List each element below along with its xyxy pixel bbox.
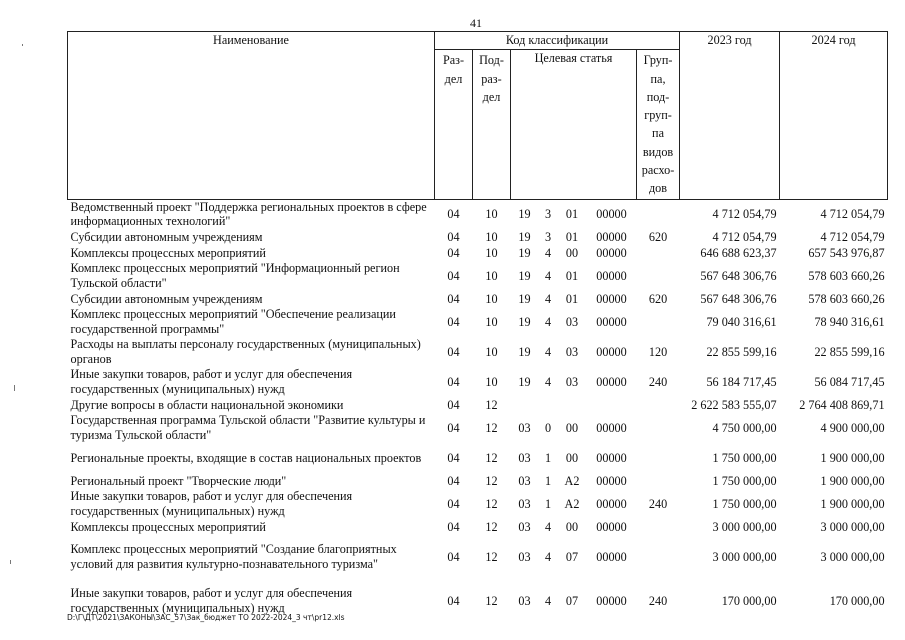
- cell-c4: [587, 397, 637, 413]
- cell-vr: [637, 519, 680, 535]
- cell-vr: [637, 413, 680, 443]
- cell-c2: 4: [544, 374, 552, 389]
- scan-mark: [22, 44, 23, 46]
- table-row: [68, 367, 888, 397]
- table-body: [68, 199, 888, 623]
- cell-rz: 04: [447, 397, 460, 412]
- cell-v2024: 657 543 976,87: [808, 245, 885, 260]
- cell-rz: 04: [447, 496, 460, 511]
- cell-vr: [637, 473, 680, 489]
- cell-c2: 4: [544, 549, 552, 564]
- cell-c2: [539, 397, 558, 413]
- cell-c1: 03: [518, 549, 531, 564]
- cell-rz: 04: [447, 450, 460, 465]
- cell-c4: 00000: [596, 374, 627, 389]
- cell-v2023: 1 750 000,00: [712, 496, 777, 511]
- cell-v2023: 4 750 000,00: [712, 420, 777, 435]
- table-row: [68, 291, 888, 307]
- cell-pr: 12: [485, 420, 498, 435]
- cell-c3: 01: [565, 206, 579, 221]
- cell-rz: 04: [447, 420, 460, 435]
- cell-rz: 04: [447, 245, 460, 260]
- table-row: [68, 443, 888, 473]
- cell-c2: 4: [544, 245, 552, 260]
- cell-pr: 10: [485, 291, 498, 306]
- cell-v2024: 4 712 054,79: [820, 229, 885, 244]
- cell-c2: 4: [544, 344, 552, 359]
- cell-vr: 620: [648, 229, 668, 244]
- cell-name: Ведомственный проект "Поддержка региональных проектов в сфере информационных технологий": [70, 199, 427, 229]
- cell-name: Комплекс процессных мероприятий "Обеспечение реализации государственной программы": [70, 307, 396, 337]
- cell-vr: [637, 199, 680, 229]
- cell-vr: [637, 397, 680, 413]
- table-row: [68, 229, 888, 245]
- cell-v2023: 1 750 000,00: [712, 473, 777, 488]
- cell-v2023: 170 000,00: [721, 593, 777, 608]
- cell-c3: A2: [564, 496, 580, 511]
- cell-rz: 04: [447, 268, 460, 283]
- cell-v2023: 56 184 717,45: [706, 374, 777, 389]
- cell-c4: 00000: [596, 593, 627, 608]
- cell-c2: 4: [544, 314, 552, 329]
- cell-vr: 620: [648, 291, 668, 306]
- cell-c4: 00000: [596, 268, 627, 283]
- cell-pr: 12: [485, 519, 498, 534]
- cell-c3: 01: [565, 229, 579, 244]
- cell-rz: 04: [447, 344, 460, 359]
- cell-pr: 10: [485, 229, 498, 244]
- cell-vr: 240: [648, 496, 668, 511]
- cell-c2: 4: [544, 268, 552, 283]
- cell-pr: 12: [485, 473, 498, 488]
- cell-c3: 03: [565, 314, 579, 329]
- header-podrazdel: Под- раз- дел: [473, 50, 511, 199]
- cell-c4: 00000: [596, 473, 627, 488]
- cell-c2: 1: [544, 496, 552, 511]
- cell-v2023: 646 688 623,37: [700, 245, 777, 260]
- cell-c1: 19: [518, 314, 531, 329]
- cell-vr: [637, 535, 680, 579]
- cell-v2023: 22 855 599,16: [706, 344, 777, 359]
- cell-pr: 10: [485, 268, 498, 283]
- cell-v2024: 578 603 660,26: [808, 291, 885, 306]
- cell-pr: 10: [485, 374, 498, 389]
- cell-c1: 19: [518, 344, 531, 359]
- header-2023: 2023 год: [680, 32, 780, 200]
- cell-c4: 00000: [596, 519, 627, 534]
- cell-c3: 03: [565, 374, 579, 389]
- cell-c1: 03: [518, 496, 531, 511]
- cell-pr: 12: [485, 397, 498, 412]
- cell-pr: 10: [485, 344, 498, 359]
- cell-v2023: 1 750 000,00: [712, 450, 777, 465]
- cell-name: Комплексы процессных мероприятий: [70, 519, 266, 534]
- cell-rz: 04: [447, 519, 460, 534]
- cell-c2: 1: [544, 473, 552, 488]
- cell-c1: 03: [518, 450, 531, 465]
- budget-table: [67, 31, 888, 623]
- cell-c4: 00000: [596, 420, 627, 435]
- cell-c3: 03: [565, 344, 579, 359]
- cell-name: Государственная программа Тульской области "Развитие культуры и туризма Тульской области": [70, 413, 426, 443]
- cell-vr: [637, 443, 680, 473]
- cell-c1: 03: [518, 519, 531, 534]
- cell-c4: 00000: [596, 549, 627, 564]
- cell-c3: 01: [565, 268, 579, 283]
- table-row: [68, 519, 888, 535]
- cell-rz: 04: [447, 291, 460, 306]
- cell-rz: 04: [447, 374, 460, 389]
- cell-c4: 00000: [596, 496, 627, 511]
- cell-v2024: 4 900 000,00: [820, 420, 885, 435]
- cell-c3: 00: [565, 519, 579, 534]
- cell-c2: 4: [544, 593, 552, 608]
- cell-pr: 10: [485, 206, 498, 221]
- cell-c4: 00000: [596, 450, 627, 465]
- cell-c4: 00000: [596, 206, 627, 221]
- cell-name: Комплекс процессных мероприятий "Информационный регион Тульской области": [70, 261, 400, 291]
- cell-name: Комплексы процессных мероприятий: [70, 245, 266, 260]
- cell-name: Субсидии автономным учреждениям: [70, 291, 263, 306]
- cell-vr: 120: [648, 344, 668, 359]
- cell-c1: 19: [518, 206, 531, 221]
- cell-c1: 03: [518, 420, 531, 435]
- cell-vr: 240: [648, 374, 668, 389]
- cell-v2023: 3 000 000,00: [712, 519, 777, 534]
- cell-v2024: 578 603 660,26: [808, 268, 885, 283]
- cell-v2023: 3 000 000,00: [712, 549, 777, 564]
- cell-c1: 19: [518, 374, 531, 389]
- table-row: [68, 413, 888, 443]
- cell-v2023: 79 040 316,61: [706, 314, 777, 329]
- header-name: Наименование: [68, 32, 435, 200]
- cell-pr: 12: [485, 593, 498, 608]
- page-number: 41: [470, 16, 482, 30]
- cell-c3: [558, 397, 587, 413]
- cell-rz: 04: [447, 206, 460, 221]
- cell-v2024: 170 000,00: [829, 593, 885, 608]
- table-row: [68, 199, 888, 229]
- header-gruppa: Груп- па, под- груп- па видов расхо- дов: [637, 50, 680, 199]
- cell-rz: 04: [447, 314, 460, 329]
- cell-v2024: 1 900 000,00: [820, 496, 885, 511]
- cell-v2023: 567 648 306,76: [700, 268, 777, 283]
- cell-v2024: 1 900 000,00: [820, 450, 885, 465]
- table-row: [68, 245, 888, 261]
- cell-c3: 00: [565, 245, 579, 260]
- cell-c1: 03: [518, 593, 531, 608]
- scan-mark: [10, 560, 11, 564]
- cell-c1: 19: [518, 229, 531, 244]
- cell-rz: 04: [447, 229, 460, 244]
- footer-path: D:\Г\ДТ\2021\ЗАКОНЫ\ЗАС_57\Зак_бюджет ТО 2022-2024_3 чт\pr12.xls: [67, 613, 345, 622]
- cell-v2023: 567 648 306,76: [700, 291, 777, 306]
- cell-vr: [637, 261, 680, 291]
- cell-c3: 00: [565, 450, 579, 465]
- cell-c4: 00000: [596, 291, 627, 306]
- cell-v2024: 78 940 316,61: [814, 314, 885, 329]
- table-row: [68, 473, 888, 489]
- cell-v2024: 1 900 000,00: [820, 473, 885, 488]
- cell-name: Иные закупки товаров, работ и услуг для обеспечения государственных (муниципальных) нужд: [70, 586, 353, 616]
- cell-v2023: 4 712 054,79: [712, 206, 777, 221]
- header-razdel: Раз- дел: [435, 50, 473, 199]
- cell-v2024: 4 712 054,79: [820, 206, 885, 221]
- cell-rz: 04: [447, 593, 460, 608]
- cell-v2024: 3 000 000,00: [820, 549, 885, 564]
- cell-v2024: 3 000 000,00: [820, 519, 885, 534]
- cell-vr: 240: [648, 593, 668, 608]
- cell-v2023: 2 622 583 555,07: [691, 397, 777, 412]
- cell-c4: 00000: [596, 229, 627, 244]
- cell-c1: 19: [518, 245, 531, 260]
- cell-vr: [637, 245, 680, 261]
- scan-mark: [14, 385, 15, 391]
- cell-pr: 12: [485, 549, 498, 564]
- cell-pr: 12: [485, 496, 498, 511]
- cell-c2: 0: [544, 420, 552, 435]
- cell-name: Региональный проект "Творческие люди": [70, 473, 287, 488]
- table-row: [68, 307, 888, 337]
- cell-c1: 03: [518, 473, 531, 488]
- cell-c3: A2: [564, 473, 580, 488]
- cell-v2024: 2 764 408 869,71: [799, 397, 885, 412]
- cell-name: Комплекс процессных мероприятий "Создание благоприятных условий для развития культурно-познавательного туризма": [70, 542, 397, 572]
- cell-pr: 10: [485, 314, 498, 329]
- cell-name: Региональные проекты, входящие в состав национальных проектов: [70, 450, 422, 465]
- cell-v2023: 4 712 054,79: [712, 229, 777, 244]
- cell-c1: 19: [518, 291, 531, 306]
- cell-c3: 01: [565, 291, 579, 306]
- cell-c3: 07: [565, 593, 579, 608]
- cell-name: Другие вопросы в области национальной экономики: [70, 397, 344, 412]
- cell-c4: 00000: [596, 314, 627, 329]
- cell-name: Иные закупки товаров, работ и услуг для обеспечения государственных (муниципальных) нужд: [70, 489, 353, 519]
- table-row: [68, 337, 888, 367]
- cell-c2: 3: [544, 229, 552, 244]
- header-2024: 2024 год: [780, 32, 888, 200]
- table-row: [68, 489, 888, 519]
- cell-c2: 3: [544, 206, 552, 221]
- cell-c4: 00000: [596, 344, 627, 359]
- cell-c2: 1: [544, 450, 552, 465]
- cell-c1: [511, 397, 539, 413]
- cell-name: Иные закупки товаров, работ и услуг для обеспечения государственных (муниципальных) нужд: [70, 367, 353, 397]
- cell-rz: 04: [447, 473, 460, 488]
- table-row: [68, 535, 888, 579]
- cell-c1: 19: [518, 268, 531, 283]
- cell-pr: 10: [485, 245, 498, 260]
- cell-c3: 07: [565, 549, 579, 564]
- cell-c2: 4: [544, 291, 552, 306]
- cell-v2024: 56 084 717,45: [814, 374, 885, 389]
- cell-pr: 12: [485, 450, 498, 465]
- cell-rz: 04: [447, 549, 460, 564]
- cell-vr: [637, 307, 680, 337]
- cell-c4: 00000: [596, 245, 627, 260]
- table-row: [68, 397, 888, 413]
- header-code: Код классификации: [435, 32, 680, 50]
- cell-name: Субсидии автономным учреждениям: [70, 229, 263, 244]
- table-row: [68, 261, 888, 291]
- cell-c3: 00: [565, 420, 579, 435]
- cell-name: Расходы на выплаты персоналу государственных (муниципальных) органов: [70, 337, 421, 367]
- header-celevaya: Целевая статья: [511, 50, 637, 199]
- cell-c2: 4: [544, 519, 552, 534]
- cell-v2024: 22 855 599,16: [814, 344, 885, 359]
